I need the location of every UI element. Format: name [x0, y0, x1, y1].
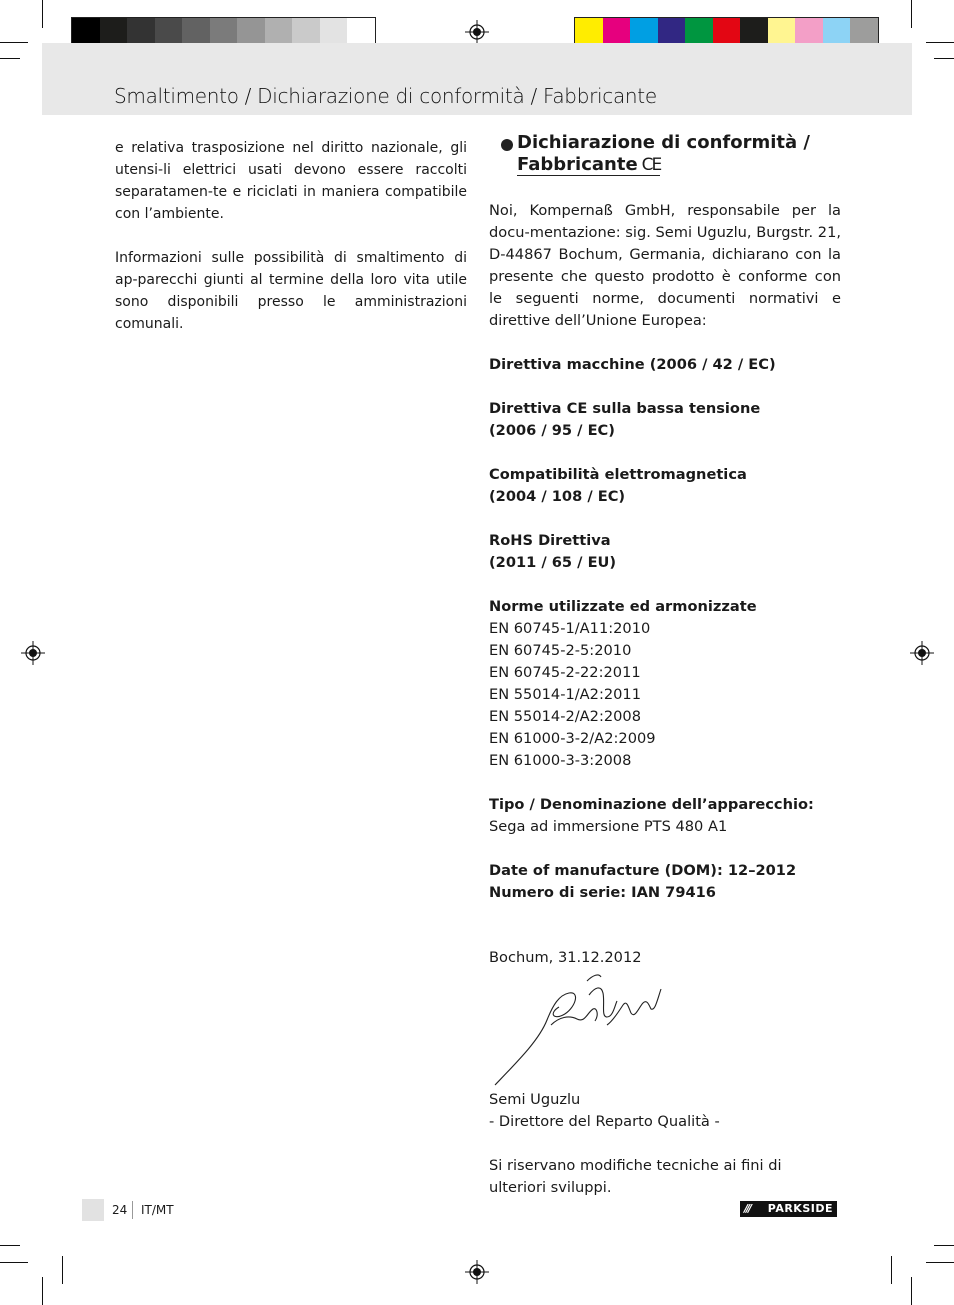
signatory-name: Semi Uguzlu [489, 1091, 581, 1108]
right-column [489, 132, 841, 1199]
standard-item: EN 61000-3-3:2008 [489, 752, 632, 769]
registration-mark-icon [465, 20, 489, 44]
color-swatch [823, 18, 851, 45]
standards-heading: Norme utilizzate ed armonizzate [489, 598, 757, 615]
crop-mark [891, 1256, 892, 1284]
color-swatch [603, 18, 631, 45]
heading-line-1: Dichiarazione di conformità / [517, 132, 811, 153]
color-swatch [630, 18, 658, 45]
ce-mark-icon: CE [641, 155, 661, 175]
color-swatch [685, 18, 713, 45]
crop-mark [0, 58, 20, 59]
crop-mark [911, 0, 912, 28]
standard-item: EN 55014-2/A2:2008 [489, 708, 641, 725]
page-number-box [82, 1199, 104, 1221]
signature [489, 969, 841, 1089]
logo-slashes-icon: /// [744, 1202, 751, 1215]
page-number: 24 [112, 1203, 128, 1217]
heading-line-2: Fabbricante [517, 154, 638, 175]
gray-swatch [182, 18, 210, 45]
directive-machinery: Direttiva macchine (2006 / 42 / EC) [489, 356, 776, 373]
directive-emc-number: (2004 / 108 / EC) [489, 488, 626, 505]
signature-icon [489, 965, 689, 1093]
color-swatch [575, 18, 603, 45]
place-and-date: Bochum, 31.12.2012 [489, 949, 642, 966]
gray-swatch [347, 18, 375, 45]
language-code: IT/MT [141, 1203, 174, 1217]
registration-mark-icon [21, 641, 45, 665]
signatory-role: - Direttore del Reparto Qualità - [489, 1113, 720, 1130]
disposal-info-paragraph: Informazioni sulle possibilità di smaltimento di ap-parecchi giunti al termine della loro vita utile sono disponibili presso le amministrazioni comunali. [115, 250, 467, 332]
color-swatch [795, 18, 823, 45]
left-column [115, 137, 467, 357]
crop-mark [934, 58, 954, 59]
serial-number: Numero di serie: IAN 79416 [489, 884, 716, 901]
standard-item: EN 61000-3-2/A2:2009 [489, 730, 656, 747]
directive-rohs: RoHS Direttiva [489, 532, 611, 549]
disclaimer-line-2: ulteriori sviluppi. [489, 1179, 612, 1196]
disclaimer-line-1: Si riservano modifiche tecniche ai fini di [489, 1157, 782, 1174]
crop-mark [62, 1256, 63, 1284]
page-title: Smaltimento / Dichiarazione di conformità / Fabbricante [114, 84, 657, 108]
directive-low-voltage: Direttiva CE sulla bassa tensione [489, 400, 761, 417]
gray-swatch [100, 18, 128, 45]
crop-mark [0, 1262, 28, 1263]
crop-mark [42, 0, 43, 28]
directive-low-voltage-number: (2006 / 95 / EC) [489, 422, 615, 439]
gray-swatch [210, 18, 238, 45]
registration-mark-icon [910, 641, 934, 665]
crop-mark [0, 42, 28, 43]
gray-swatch [127, 18, 155, 45]
brand-name: PARKSIDE [767, 1202, 833, 1215]
device-type-value: Sega ad immersione PTS 480 A1 [489, 818, 728, 835]
standard-item: EN 60745-1/A11:2010 [489, 620, 651, 637]
footer-divider [132, 1201, 133, 1219]
color-swatch [740, 18, 768, 45]
color-swatch [658, 18, 686, 45]
bullet-icon [501, 139, 513, 151]
crop-mark [911, 1277, 912, 1305]
device-type-heading: Tipo / Denominazione dell’apparecchio: [489, 796, 814, 813]
standard-item: EN 60745-2-5:2010 [489, 642, 632, 659]
gray-swatch [72, 18, 100, 45]
crop-mark [934, 1245, 954, 1246]
crop-mark [42, 1277, 43, 1305]
crop-mark [926, 1262, 954, 1263]
color-swatch [713, 18, 741, 45]
grayscale-bar [71, 17, 376, 46]
directive-rohs-number: (2011 / 65 / EU) [489, 554, 617, 571]
date-of-manufacture: Date of manufacture (DOM): 12–2012 [489, 862, 797, 879]
gray-swatch [265, 18, 293, 45]
disposal-paragraph: e relativa trasposizione nel diritto nazionale, gli utensi-li elettrici usati devono essere raccolti separatamen-te e riciclati in maniera compatibile con l’ambiente. [115, 140, 467, 222]
declaration-intro: Noi, Kompernaß GmbH, responsabile per la docu-mentazione: sig. Semi Uguzlu, Burgstr. 21, D-44867 Bochum, Germania, dichiarano con la presente che questo prodotto è conforme con le seguenti norme, documenti normativi e direttive dell’Unione Europea: [489, 202, 841, 329]
parkside-logo [740, 1201, 837, 1217]
standard-item: EN 55014-1/A2:2011 [489, 686, 641, 703]
crop-mark [926, 42, 954, 43]
section-heading [517, 132, 841, 176]
color-swatch [768, 18, 796, 45]
gray-swatch [320, 18, 348, 45]
gray-swatch [237, 18, 265, 45]
color-calibration-bar [574, 17, 879, 46]
standard-item: EN 60745-2-22:2011 [489, 664, 641, 681]
gray-swatch [155, 18, 183, 45]
color-swatch [850, 18, 878, 45]
registration-mark-icon [465, 1260, 489, 1284]
gray-swatch [292, 18, 320, 45]
crop-mark [0, 1245, 20, 1246]
directive-emc: Compatibilità elettromagnetica [489, 466, 747, 483]
